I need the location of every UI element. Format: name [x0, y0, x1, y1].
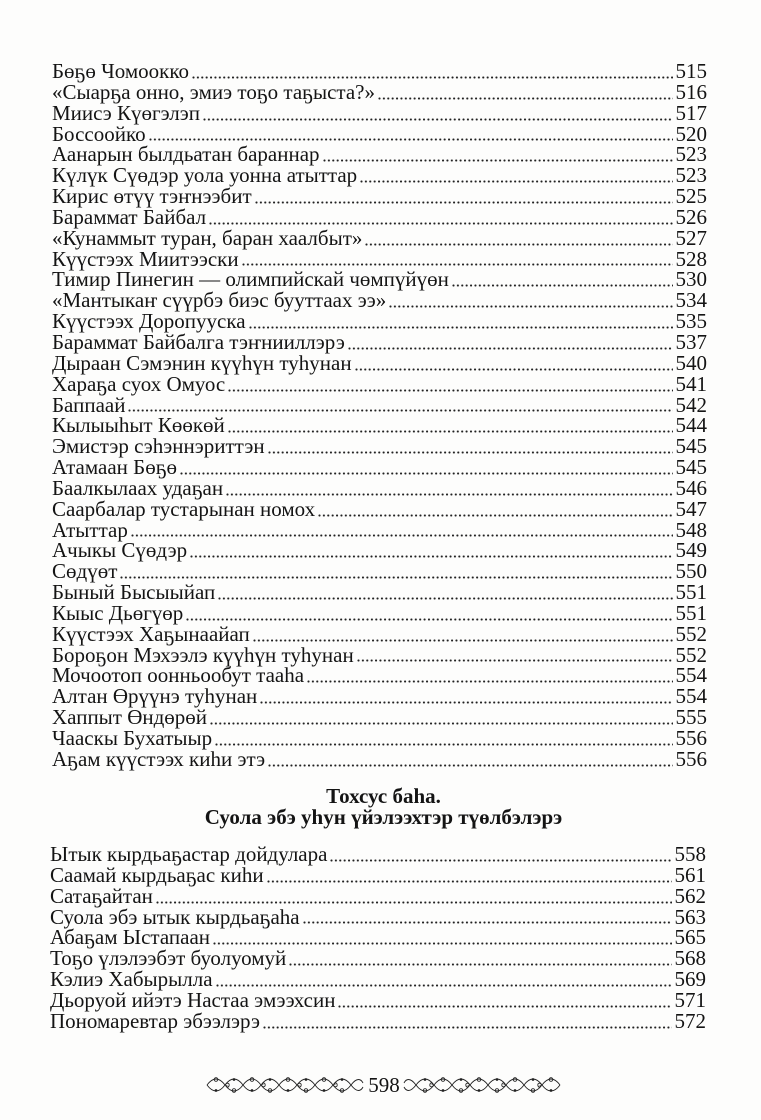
entry-page-number: 528	[675, 246, 707, 271]
entry-page-number: 572	[674, 1008, 706, 1033]
entry-page-number: 561	[674, 862, 706, 887]
dot-leader	[216, 984, 672, 987]
entry-title: Тимир Пинегин — олимпийскай чөмпүйүөн	[52, 267, 449, 292]
toc-entry	[52, 79, 707, 104]
dot-leader	[357, 659, 673, 662]
entry-title: Чааскы Бухатыыр	[52, 726, 213, 750]
toc-entry	[52, 707, 707, 728]
dot-leader	[218, 597, 672, 600]
entry-page-number: 548	[675, 517, 707, 542]
dot-leader	[242, 263, 673, 266]
entry-title: Абаҕам Ыстапаан	[50, 925, 211, 950]
toc-entry	[52, 246, 707, 271]
toc-entry	[52, 61, 707, 82]
entry-title: Кирис өтүү тэҥнээбит	[52, 184, 252, 209]
entry-title: Аҕам күүстээх киһи этэ	[52, 746, 266, 771]
entry-page-number: 515	[675, 59, 707, 83]
toc-entry	[52, 225, 707, 250]
toc-entry	[52, 600, 707, 625]
section-heading: Тохсус баһа.	[326, 784, 441, 808]
entry-title: Кэлиэ Хабырылла	[50, 967, 213, 992]
dot-leader	[268, 764, 672, 767]
dot-leader	[267, 880, 672, 883]
entry-title: Пономаревтар эбээлэрэ	[50, 1008, 261, 1033]
toc-entry	[52, 665, 707, 686]
toc-entry	[52, 100, 707, 125]
entry-page-number: 569	[674, 967, 706, 992]
toc-entry	[52, 728, 707, 749]
toc-entry	[50, 904, 706, 929]
dot-leader	[131, 534, 673, 537]
entry-page-number: 554	[675, 684, 707, 709]
contents-list	[52, 61, 707, 770]
toc-entry	[50, 883, 706, 908]
entry-title: Баалкылаах удаҕан	[52, 475, 224, 500]
toc-entry	[52, 269, 707, 290]
entry-title: Быный Бысыыйап	[52, 580, 216, 605]
dot-leader	[203, 118, 673, 121]
dot-leader	[263, 1026, 671, 1029]
entry-page-number: 527	[675, 225, 707, 250]
dot-leader	[228, 430, 673, 433]
dot-leader	[348, 347, 673, 350]
page-number: 598	[368, 1073, 400, 1097]
dot-leader	[330, 859, 671, 862]
entry-page-number: 520	[675, 121, 707, 146]
dot-leader	[215, 743, 672, 746]
toc-entry	[52, 165, 707, 186]
dot-leader	[378, 97, 673, 100]
toc-entry	[52, 186, 707, 207]
dot-leader	[190, 555, 672, 558]
entry-page-number: 540	[675, 350, 707, 375]
entry-page-number: 568	[674, 946, 706, 971]
dot-leader	[365, 243, 672, 246]
toc-entry	[52, 204, 707, 229]
entry-page-number: 547	[675, 496, 707, 521]
entry-title: Атыттар	[52, 517, 128, 542]
dot-leader	[156, 901, 672, 904]
toc-entry	[52, 371, 707, 396]
entry-page-number: 544	[675, 413, 707, 438]
dot-leader	[307, 680, 672, 683]
dot-leader	[253, 639, 673, 642]
entry-page-number: 552	[675, 642, 707, 667]
entry-page-number: 523	[675, 142, 707, 167]
toc-entry	[52, 561, 707, 582]
toc-entry	[50, 844, 706, 865]
dot-leader	[213, 942, 671, 945]
dot-leader	[289, 963, 671, 966]
entry-title: Кылыыһыт Көөкөй	[52, 413, 225, 438]
dot-leader	[209, 222, 672, 225]
toc-entry	[50, 987, 706, 1012]
dot-leader	[120, 576, 672, 579]
entry-page-number: 571	[674, 987, 706, 1012]
toc-entry	[52, 642, 707, 667]
dot-leader	[180, 472, 672, 475]
toc-entry	[52, 329, 707, 354]
toc-entry	[52, 311, 707, 332]
entry-page-number: 530	[675, 267, 707, 292]
dot-leader	[268, 451, 673, 454]
toc-entry	[52, 582, 707, 603]
entry-title: Кыыс Дьөгүөр	[52, 600, 184, 625]
entry-page-number: 546	[675, 475, 707, 500]
entry-page-number: 534	[675, 288, 707, 313]
dot-leader	[338, 1005, 671, 1008]
dot-leader	[186, 618, 672, 621]
entry-title: Ачыкы Сүөдэр	[52, 538, 188, 563]
toc-entry	[52, 350, 707, 375]
toc-entry	[52, 457, 707, 478]
entry-title: Сатаҕайтан	[50, 883, 153, 908]
dot-leader	[128, 409, 672, 412]
toc-entry	[52, 517, 707, 542]
entry-page-number: 537	[675, 329, 707, 354]
entry-title: Эмистэр сэһэннэриттэн	[52, 434, 265, 459]
entry-title: Күүстээх Доропууска	[52, 309, 246, 334]
entry-title: Тоҕо үлэлээбэт буолуомуй	[50, 946, 287, 971]
entry-title: Хараҕа суох Омуос	[52, 371, 226, 396]
entry-title: Сөдүөт	[52, 559, 118, 584]
entry-page-number: 526	[675, 204, 707, 229]
section-contents-list	[50, 844, 706, 1032]
entry-title: Күүстээх Хаҕынаайап	[52, 621, 250, 646]
entry-title: «Мантыкаҥ сүүрбэ биэс бууттаах ээ»	[52, 288, 387, 313]
toc-entry	[50, 948, 706, 969]
entry-title: Бараммат Байбал	[52, 204, 207, 229]
entry-page-number: 516	[675, 79, 707, 104]
entry-title: Мочоотоп оонньообут тааһа	[52, 663, 305, 688]
entry-page-number: 549	[675, 538, 707, 563]
entry-title: Бараммат Байбалга тэҥнииллэрэ	[52, 329, 345, 354]
entry-page-number: 523	[675, 163, 707, 188]
entry-title: Саарбалар тустарынан номох	[52, 496, 316, 521]
toc-entry	[50, 969, 706, 990]
toc-entry	[52, 290, 707, 311]
toc-entry	[52, 121, 707, 146]
toc-entry	[52, 540, 707, 561]
entry-page-number: 558	[674, 842, 706, 866]
entry-page-number: 551	[675, 600, 707, 625]
dot-leader	[226, 493, 672, 496]
entry-title: Боссоойко	[52, 121, 146, 146]
entry-title: Миисэ Күөгэлэп	[52, 100, 200, 125]
dot-leader	[249, 326, 673, 329]
dot-leader	[192, 76, 672, 79]
dot-leader	[318, 514, 672, 517]
toc-entry	[52, 686, 707, 707]
entry-title: Суола эбэ ытык кырдьаҕаһа	[50, 904, 300, 929]
swirl-ornament-icon	[402, 1072, 562, 1098]
dot-leader	[389, 305, 672, 308]
section-subheading: Суола эбэ уһун үйэлээхтэр түөлбэлэрэ	[204, 805, 563, 829]
dot-leader	[355, 368, 673, 371]
entry-page-number: 545	[675, 434, 707, 459]
dot-leader	[255, 201, 673, 204]
entry-title: Дыраан Сэмэнин күүһүн туһунан	[52, 350, 352, 375]
entry-page-number: 556	[675, 746, 707, 771]
dot-leader	[452, 284, 673, 287]
toc-entry	[52, 746, 707, 771]
dot-leader	[360, 180, 672, 183]
toc-entry	[52, 621, 707, 646]
entry-title: Хаппыт Өндөрөй	[52, 705, 208, 730]
toc-entry	[52, 436, 707, 457]
entry-title: Алтан Өрүүнэ туһунан	[52, 684, 258, 709]
entry-title: Атамаан Бөҕө	[52, 455, 178, 480]
entry-page-number: 517	[675, 100, 707, 125]
entry-page-number: 563	[674, 904, 706, 929]
entry-page-number: 554	[675, 663, 707, 688]
entry-title: «Кунаммыт туран, баран хаалбыт»	[52, 225, 363, 250]
entry-page-number: 552	[675, 621, 707, 646]
entry-page-number: 562	[674, 883, 706, 908]
entry-title: Ытык кырдьаҕастар дойдулара	[50, 842, 328, 866]
entry-page-number: 541	[675, 371, 707, 396]
toc-entry	[50, 1008, 706, 1033]
entry-page-number: 525	[675, 184, 707, 209]
entry-title: Бороҕон Мэхээлэ күүһүн туһунан	[52, 642, 354, 667]
dot-leader	[210, 722, 672, 725]
entry-page-number: 542	[675, 392, 707, 417]
entry-page-number: 535	[675, 309, 707, 334]
dot-leader	[323, 159, 673, 162]
entry-page-number: 545	[675, 455, 707, 480]
entry-title: Күүстээх Миитээски	[52, 246, 239, 271]
toc-entry	[52, 496, 707, 521]
entry-page-number: 555	[675, 705, 707, 730]
dot-leader	[303, 921, 672, 924]
toc-entry	[52, 415, 707, 436]
entry-title: Саамай кырдьаҕас киһи	[50, 862, 264, 887]
toc-entry	[52, 392, 707, 417]
entry-page-number: 551	[675, 580, 707, 605]
entry-title: Күлүк Сүөдэр уола уонна атыттар	[52, 163, 358, 188]
entry-title: «Сыарҕа онно, эмиэ тоҕо таҕыста?»	[52, 79, 375, 104]
entry-title: Аанарын былдьатан бараннар	[52, 142, 320, 167]
dot-leader	[228, 389, 672, 392]
entry-title: Бөҕө Чомоокко	[52, 59, 190, 83]
dot-leader	[149, 138, 673, 141]
dot-leader	[260, 701, 672, 704]
entry-page-number: 556	[675, 726, 707, 750]
entry-title: Баппаай	[52, 392, 126, 417]
swirl-ornament-icon	[205, 1072, 365, 1098]
toc-entry	[52, 475, 707, 500]
toc-entry	[50, 862, 706, 887]
toc-entry	[52, 144, 707, 165]
entry-page-number: 565	[674, 925, 706, 950]
toc-entry	[50, 927, 706, 948]
entry-title: Дьоруой ийэтэ Настаа эмээхсин	[50, 987, 336, 1012]
entry-page-number: 550	[675, 559, 707, 584]
